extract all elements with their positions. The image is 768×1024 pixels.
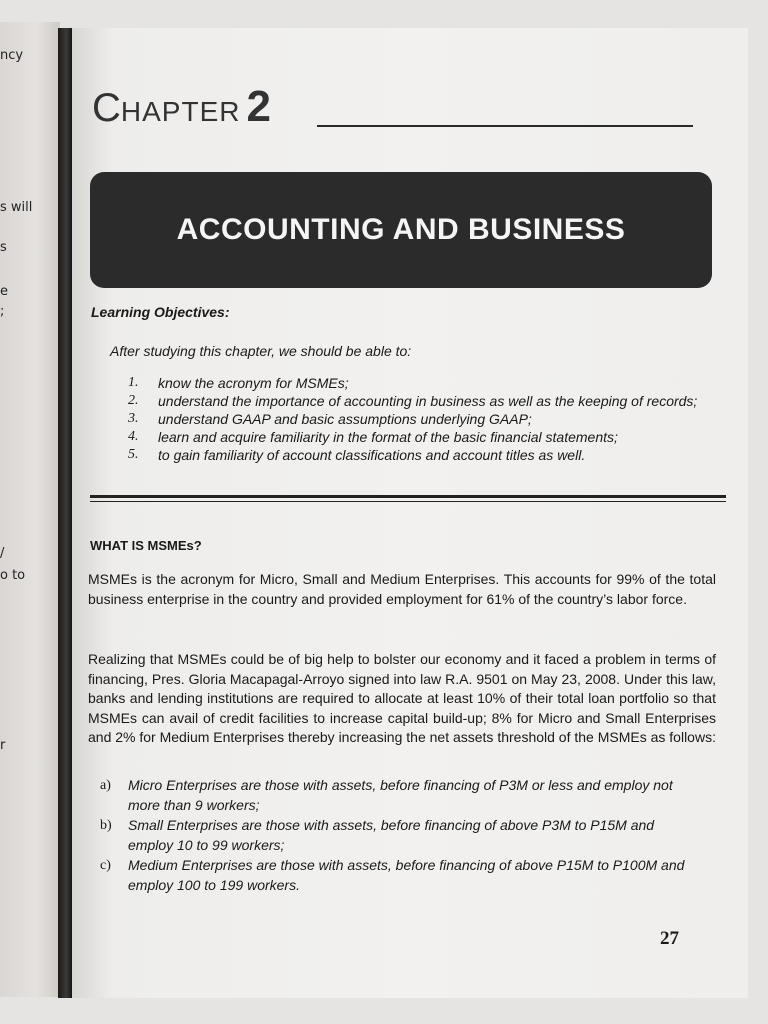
objective-number: 3. [128,411,139,426]
enterprise-item-text: Micro Enterprises are those with assets, before financing of P3M or less and employ not more than 9 workers; [128,777,673,813]
objective-item [128,392,718,410]
body-paragraph: MSMEs is the acronym for Micro, Small and Medium Enterprises. This accounts for 99% of the total business enterprise in the country and provided employment for 61% of the country’s labor force. [88,571,716,607]
enterprise-item [100,776,700,815]
objectives-list [128,374,718,464]
enterprise-list [100,776,700,896]
objective-number: 1. [128,375,139,390]
book-spine [58,28,72,998]
objective-text: to gain familiarity of account classifications and account titles as well. [158,447,586,463]
left-page-fragment: ncy [0,48,24,63]
objective-item [128,410,718,428]
left-page-fragment: r [0,738,6,753]
objective-item [128,428,718,446]
objective-item [128,374,718,392]
objective-number: 2. [128,393,139,408]
body-paragraph: Realizing that MSMEs could be of big help to bolster our economy and it faced a problem in terms of financing, Pres. Gloria Macapagal-Arroyo signed into law R.A. 9501 on May 23, 2008. Under this law, banks and lending institutions are required to allocate at least 10% of their total loan portfolio so that MSMEs can avail of credit facilities to increase capital build-up; 8% for Micro and Small Enterprises and 2% for Medium Enterprises thereby increasing the net assets threshold of the MSMEs as follows: [88,651,716,745]
left-page-fragment: e [0,284,8,299]
objective-number: 4. [128,429,139,444]
left-page-fragment: s will [0,200,33,215]
chapter-title: ACCOUNTING AND BUSINESS [176,213,626,246]
title-banner [90,172,712,288]
chapter-number: 2 [246,82,271,131]
enterprise-item-marker: a) [100,778,111,793]
enterprise-item [100,816,700,855]
left-page-fragment: o to [0,568,26,583]
enterprise-item-text: Medium Enterprises are those with assets, before financing of above P15M to P100M and employ 100 to 199 workers. [128,857,685,893]
section-heading: WHAT IS MSMEs? [90,538,202,553]
left-page-fragment: ; [0,304,5,319]
chapter-word-rest: HAPTER [120,96,241,127]
enterprise-item-marker: c) [100,858,111,873]
page-number: 27 [660,928,679,949]
chapter-initial: C [92,86,121,130]
left-page-fragment: / [0,546,5,561]
objectives-heading: Learning Objectives: [91,304,230,320]
objective-item [128,446,718,464]
left-page-fragment: s [0,240,7,255]
chapter-heading [92,82,271,132]
objective-text: understand the importance of accounting in business as well as the keeping of records; [158,393,698,409]
chapter-rule [317,125,693,127]
left-facing-page [0,22,60,997]
section-divider [90,501,726,502]
enterprise-item-text: Small Enterprises are those with assets, before financing of above P3M to P15M and employ 10 to 99 workers; [128,817,655,853]
objective-text: understand GAAP and basic assumptions underlying GAAP; [158,411,532,427]
section-divider [90,495,726,498]
objective-text: learn and acquire familiarity in the format of the basic financial statements; [158,429,618,445]
enterprise-item [100,856,700,895]
enterprise-item-marker: b) [100,818,112,833]
objectives-intro: After studying this chapter, we should be able to: [110,343,412,359]
objective-number: 5. [128,447,139,462]
objective-text: know the acronym for MSMEs; [158,375,349,391]
